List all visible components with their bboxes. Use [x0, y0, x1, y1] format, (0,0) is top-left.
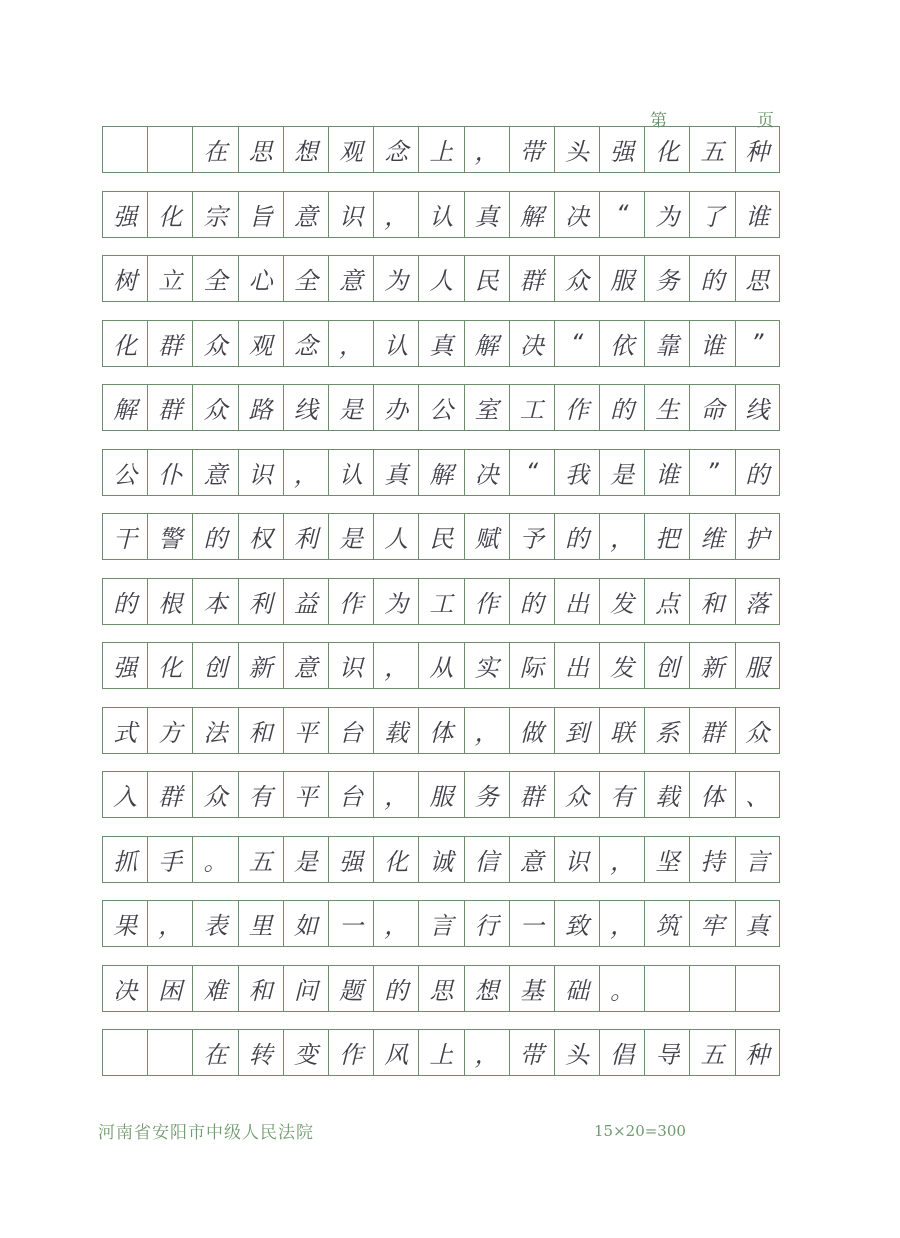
- grid-cell: ，: [373, 900, 418, 947]
- grid-cell: 种: [735, 1029, 780, 1076]
- grid-cell: 发: [599, 578, 644, 625]
- grid-cell: 路: [238, 384, 283, 431]
- grid-cell: 为: [373, 255, 418, 302]
- grid-cell: 思: [238, 126, 283, 173]
- grid-cell: 果: [102, 900, 147, 947]
- grid-cell: 一: [328, 900, 373, 947]
- grid-cell: “: [509, 449, 554, 496]
- grid-cell: 众: [192, 771, 237, 818]
- grid-cell: 众: [554, 255, 599, 302]
- grid-cell: 群: [509, 771, 554, 818]
- grid-cell: 五: [689, 126, 734, 173]
- grid-cell: 是: [599, 449, 644, 496]
- grid-cell: 真: [418, 320, 463, 367]
- manuscript-row: [102, 320, 780, 367]
- grid-cell: 上: [418, 1029, 463, 1076]
- grid-cell: 群: [147, 320, 192, 367]
- grid-cell: 群: [147, 771, 192, 818]
- grid-cell: 旨: [238, 191, 283, 238]
- manuscript-row: [102, 642, 780, 689]
- grid-cell: 心: [238, 255, 283, 302]
- grid-cell: 有: [238, 771, 283, 818]
- grid-cell: 的: [689, 255, 734, 302]
- grid-cell: ，: [328, 320, 373, 367]
- grid-cell: 意: [328, 255, 373, 302]
- grid-cell: 做: [509, 707, 554, 754]
- grid-cell: 载: [373, 707, 418, 754]
- grid-cell: 强: [102, 191, 147, 238]
- grid-cell: ，: [599, 836, 644, 883]
- grid-cell: 平: [283, 707, 328, 754]
- manuscript-row: [102, 771, 780, 818]
- grid-cell: 为: [373, 578, 418, 625]
- grid-cell: 务: [644, 255, 689, 302]
- grid-cell: 识: [328, 191, 373, 238]
- grid-cell: 难: [192, 965, 237, 1012]
- grid-cell: 致: [554, 900, 599, 947]
- grid-cell: 到: [554, 707, 599, 754]
- grid-cell: ”: [735, 320, 780, 367]
- grid-cell: 问: [283, 965, 328, 1012]
- manuscript-row: [102, 836, 780, 883]
- grid-cell: 服: [418, 771, 463, 818]
- grid-cell: 。: [192, 836, 237, 883]
- grid-cell: 意: [509, 836, 554, 883]
- grid-cell: 头: [554, 126, 599, 173]
- grid-cell: 真: [735, 900, 780, 947]
- grid-cell: 赋: [464, 513, 509, 560]
- grid-cell: 言: [735, 836, 780, 883]
- grid-cell: 。: [599, 965, 644, 1012]
- grid-cell: 牢: [689, 900, 734, 947]
- grid-cell: 和: [238, 965, 283, 1012]
- grid-cell: 创: [644, 642, 689, 689]
- grid-cell: 益: [283, 578, 328, 625]
- manuscript-row: [102, 191, 780, 238]
- grid-cell: 的: [102, 578, 147, 625]
- grid-cell: 务: [464, 771, 509, 818]
- grid-cell: 根: [147, 578, 192, 625]
- grid-cell: ，: [373, 642, 418, 689]
- grid-cell: 谁: [689, 320, 734, 367]
- grid-cell: 干: [102, 513, 147, 560]
- grid-cell: 树: [102, 255, 147, 302]
- grid-cell: 群: [689, 707, 734, 754]
- grid-cell: 新: [238, 642, 283, 689]
- grid-cell: ”: [689, 449, 734, 496]
- grid-cell: 识: [238, 449, 283, 496]
- grid-cell: 是: [283, 836, 328, 883]
- grid-cell: 宗: [192, 191, 237, 238]
- grid-cell: 化: [644, 126, 689, 173]
- grid-cell: 众: [192, 384, 237, 431]
- grid-cell: 想: [283, 126, 328, 173]
- grid-cell: 式: [102, 707, 147, 754]
- grid-cell: 体: [418, 707, 463, 754]
- grid-cell: 行: [464, 900, 509, 947]
- grid-cell: 出: [554, 642, 599, 689]
- grid-cell: 真: [464, 191, 509, 238]
- grid-cell: 立: [147, 255, 192, 302]
- grid-cell: 的: [509, 578, 554, 625]
- grid-cell: 生: [644, 384, 689, 431]
- grid-cell: 的: [192, 513, 237, 560]
- manuscript-row: [102, 1029, 780, 1076]
- grid-cell: 谁: [644, 449, 689, 496]
- grid-cell: 倡: [599, 1029, 644, 1076]
- grid-cell: 室: [464, 384, 509, 431]
- manuscript-row: [102, 384, 780, 431]
- grid-cell: 线: [735, 384, 780, 431]
- grid-cell: 法: [192, 707, 237, 754]
- grid-cell: 作: [328, 1029, 373, 1076]
- grid-cell: 警: [147, 513, 192, 560]
- grid-cell: 如: [283, 900, 328, 947]
- grid-cell: [644, 965, 689, 1012]
- grid-cell: 权: [238, 513, 283, 560]
- grid-cell: 发: [599, 642, 644, 689]
- grid-cell: 护: [735, 513, 780, 560]
- grid-cell: 民: [418, 513, 463, 560]
- grid-cell: 强: [102, 642, 147, 689]
- grid-cell: 公: [102, 449, 147, 496]
- grid-cell: 落: [735, 578, 780, 625]
- grid-cell: 把: [644, 513, 689, 560]
- grid-cell: 意: [192, 449, 237, 496]
- grid-cell: 认: [418, 191, 463, 238]
- grid-cell: 识: [554, 836, 599, 883]
- grid-cell: 决: [554, 191, 599, 238]
- grid-cell: 表: [192, 900, 237, 947]
- grid-cell: 群: [509, 255, 554, 302]
- grid-cell: 基: [509, 965, 554, 1012]
- grid-cell: 方: [147, 707, 192, 754]
- grid-cell: 题: [328, 965, 373, 1012]
- grid-cell: 民: [464, 255, 509, 302]
- grid-cell: 决: [509, 320, 554, 367]
- grid-cell: 有: [599, 771, 644, 818]
- manuscript-row: [102, 255, 780, 302]
- grid-cell: 思: [418, 965, 463, 1012]
- grid-cell: 带: [509, 126, 554, 173]
- grid-cell: 决: [464, 449, 509, 496]
- grid-cell: 化: [147, 191, 192, 238]
- page-label-ye: 页: [757, 111, 774, 131]
- grid-cell: 五: [689, 1029, 734, 1076]
- grid-cell: 众: [192, 320, 237, 367]
- grid-cell: ，: [599, 513, 644, 560]
- grid-cell: 新: [689, 642, 734, 689]
- grid-cell: 际: [509, 642, 554, 689]
- manuscript-row: [102, 126, 780, 173]
- grid-cell: 化: [102, 320, 147, 367]
- grid-cell: 意: [283, 642, 328, 689]
- grid-cell: 的: [599, 384, 644, 431]
- grid-cell: 作: [328, 578, 373, 625]
- grid-cell: “: [554, 320, 599, 367]
- grid-cell: 在: [192, 1029, 237, 1076]
- grid-cell: 持: [689, 836, 734, 883]
- grid-cell: 作: [554, 384, 599, 431]
- grid-cell: 抓: [102, 836, 147, 883]
- grid-cell: 上: [418, 126, 463, 173]
- grid-cell: ，: [373, 191, 418, 238]
- grid-cell: 依: [599, 320, 644, 367]
- grid-cell: 服: [599, 255, 644, 302]
- grid-cell: 我: [554, 449, 599, 496]
- grid-cell: 种: [735, 126, 780, 173]
- grid-cell: 是: [328, 513, 373, 560]
- grid-cell: 五: [238, 836, 283, 883]
- grid-cell: [102, 126, 147, 173]
- grid-cell: 困: [147, 965, 192, 1012]
- grid-cell: [689, 965, 734, 1012]
- grid-cell: 谁: [735, 191, 780, 238]
- grid-cell: 点: [644, 578, 689, 625]
- grid-cell: 本: [192, 578, 237, 625]
- grid-cell: 予: [509, 513, 554, 560]
- grid-cell: 了: [689, 191, 734, 238]
- grid-cell: 作: [464, 578, 509, 625]
- grid-cell: 是: [328, 384, 373, 431]
- grid-cell: “: [599, 191, 644, 238]
- grid-cell: 人: [418, 255, 463, 302]
- grid-cell: 意: [283, 191, 328, 238]
- grid-cell: 化: [147, 642, 192, 689]
- grid-cell: 创: [192, 642, 237, 689]
- grid-cell: 靠: [644, 320, 689, 367]
- grid-cell: 强: [328, 836, 373, 883]
- grid-cell: 实: [464, 642, 509, 689]
- manuscript-row: [102, 449, 780, 496]
- grid-cell: 手: [147, 836, 192, 883]
- grid-cell: 解: [418, 449, 463, 496]
- grid-cell: 带: [509, 1029, 554, 1076]
- grid-cell: 坚: [644, 836, 689, 883]
- grid-cell: 载: [644, 771, 689, 818]
- grid-cell: 公: [418, 384, 463, 431]
- grid-cell: 为: [644, 191, 689, 238]
- grid-cell: 念: [373, 126, 418, 173]
- grid-cell: ，: [283, 449, 328, 496]
- grid-cell: 众: [554, 771, 599, 818]
- grid-cell: 解: [464, 320, 509, 367]
- manuscript-row: [102, 578, 780, 625]
- manuscript-row: [102, 707, 780, 754]
- grid-cell: ，: [464, 1029, 509, 1076]
- grid-cell: 信: [464, 836, 509, 883]
- grid-cell: 命: [689, 384, 734, 431]
- grid-cell: ，: [373, 771, 418, 818]
- grid-cell: 认: [328, 449, 373, 496]
- grid-cell: 系: [644, 707, 689, 754]
- grid-cell: 础: [554, 965, 599, 1012]
- grid-cell: 体: [689, 771, 734, 818]
- grid-cell: 转: [238, 1029, 283, 1076]
- grid-cell: 服: [735, 642, 780, 689]
- grid-cell: 想: [464, 965, 509, 1012]
- page-label-di: 第: [650, 111, 667, 131]
- grid-cell: 利: [238, 578, 283, 625]
- grid-cell: 人: [373, 513, 418, 560]
- grid-cell: 一: [509, 900, 554, 947]
- grid-cell: 平: [283, 771, 328, 818]
- grid-cell: 出: [554, 578, 599, 625]
- grid-cell: ，: [464, 707, 509, 754]
- grid-cell: 观: [238, 320, 283, 367]
- grid-cell: 认: [373, 320, 418, 367]
- grid-cell: 台: [328, 771, 373, 818]
- grid-cell: 全: [192, 255, 237, 302]
- grid-cell: 思: [735, 255, 780, 302]
- grid-cell: 工: [418, 578, 463, 625]
- grid-cell: 在: [192, 126, 237, 173]
- manuscript-row: [102, 900, 780, 947]
- grid-cell: ，: [147, 900, 192, 947]
- grid-cell: 入: [102, 771, 147, 818]
- grid-cell: 筑: [644, 900, 689, 947]
- grid-cell: 群: [147, 384, 192, 431]
- grid-cell: 风: [373, 1029, 418, 1076]
- grid-cell: 和: [689, 578, 734, 625]
- grid-cell: 维: [689, 513, 734, 560]
- grid-cell: 众: [735, 707, 780, 754]
- grid-cell: 台: [328, 707, 373, 754]
- grid-cell: [735, 965, 780, 1012]
- grid-cell: 的: [373, 965, 418, 1012]
- grid-cell: 决: [102, 965, 147, 1012]
- grid-cell: [147, 126, 192, 173]
- grid-cell: 解: [102, 384, 147, 431]
- grid-cell: 全: [283, 255, 328, 302]
- footer-grid-spec: 15×20=300: [594, 1122, 686, 1140]
- grid-cell: 导: [644, 1029, 689, 1076]
- grid-cell: 利: [283, 513, 328, 560]
- grid-cell: 的: [735, 449, 780, 496]
- footer-organization: 河南省安阳市中级人民法院: [98, 1123, 314, 1143]
- grid-cell: ，: [599, 900, 644, 947]
- grid-cell: 强: [599, 126, 644, 173]
- grid-cell: 诚: [418, 836, 463, 883]
- grid-cell: 工: [509, 384, 554, 431]
- manuscript-row: [102, 513, 780, 560]
- grid-cell: 、: [735, 771, 780, 818]
- grid-cell: 和: [238, 707, 283, 754]
- grid-cell: 里: [238, 900, 283, 947]
- grid-cell: 从: [418, 642, 463, 689]
- grid-cell: [147, 1029, 192, 1076]
- grid-cell: 头: [554, 1029, 599, 1076]
- grid-cell: 识: [328, 642, 373, 689]
- grid-cell: [102, 1029, 147, 1076]
- grid-cell: 化: [373, 836, 418, 883]
- grid-cell: 办: [373, 384, 418, 431]
- grid-cell: 言: [418, 900, 463, 947]
- grid-cell: ，: [464, 126, 509, 173]
- grid-cell: 真: [373, 449, 418, 496]
- grid-cell: 观: [328, 126, 373, 173]
- grid-cell: 线: [283, 384, 328, 431]
- grid-cell: 解: [509, 191, 554, 238]
- grid-cell: 变: [283, 1029, 328, 1076]
- grid-cell: 联: [599, 707, 644, 754]
- grid-cell: 仆: [147, 449, 192, 496]
- manuscript-row: [102, 965, 780, 1012]
- grid-cell: 念: [283, 320, 328, 367]
- grid-cell: 的: [554, 513, 599, 560]
